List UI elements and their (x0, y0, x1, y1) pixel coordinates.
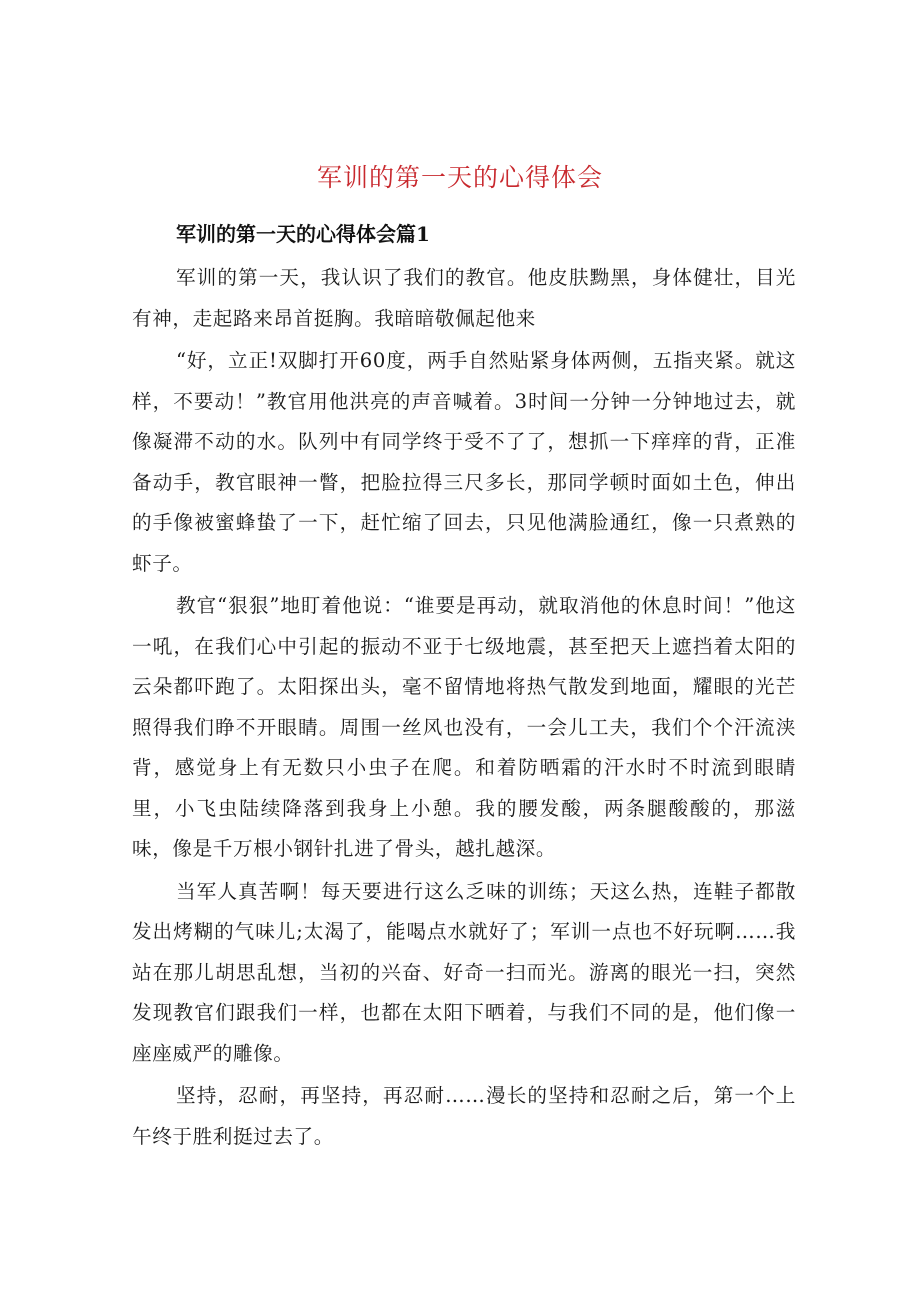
paragraph-2: “好，立正!双脚打开60度，两手自然贴紧身体两侧，五指夹紧。就这样，不要动！”教官用他洪亮的声音喊着。3时间一分钟一分钟地过去，就像凝滞不动的水。队列中有同学终于受不了了，想抓一下痒痒的背，正准备动手，教官眼神一瞥，把脸拉得三尺多长，那同学顿时面如土色，伸出的手像被蜜蜂蛰了一下，赶忙缩了回去，只见他满脸通红，像一只煮熟的虾子。 (132, 349, 796, 575)
paragraph-5: 坚持，忍耐，再坚持，再忍耐……漫长的坚持和忍耐之后，第一个上午终于胜利挺过去了。 (132, 1084, 796, 1148)
document-body (132, 214, 796, 1157)
paragraph-1: 军训的第一天，我认识了我们的教官。他皮肤黝黑，身体健壮，目光有神，走起路来昂首挺胸。我暗暗敬佩起他来 (132, 266, 796, 330)
section-heading: 军训的第一天的心得体会篇1 (176, 222, 430, 246)
paragraph-4: 当军人真苦啊！每天要进行这么乏味的训练；天这么热，连鞋子都散发出烤糊的气味儿;太渴了，能喝点水就好了；军训一点也不好玩啊……我站在那儿胡思乱想，当初的兴奋、好奇一扫而光。游离的眼光一扫，突然发现教官们跟我们一样，也都在太阳下晒着，与我们不同的是，他们像一座座威严的雕像。 (132, 879, 796, 1065)
paragraph-3: 教官“狠狠”地盯着他说：“谁要是再动，就取消他的休息时间！”他这一吼，在我们心中引起的振动不亚于七级地震，甚至把天上遮挡着太阳的云朵都吓跑了。太阳探出头，毫不留情地将热气散发到地面，耀眼的光芒照得我们睁不开眼睛。周围一丝风也没有，一会儿工夫，我们个个汗流浃背，感觉身上有无数只小虫子在爬。和着防晒霜的汗水时不时流到眼睛里，小飞虫陆续降落到我身上小憩。我的腰发酸，两条腿酸酸的，那滋味，像是千万根小钢针扎进了骨头，越扎越深。 (132, 594, 796, 860)
document-title: 军训的第一天的心得体会 (316, 163, 603, 192)
